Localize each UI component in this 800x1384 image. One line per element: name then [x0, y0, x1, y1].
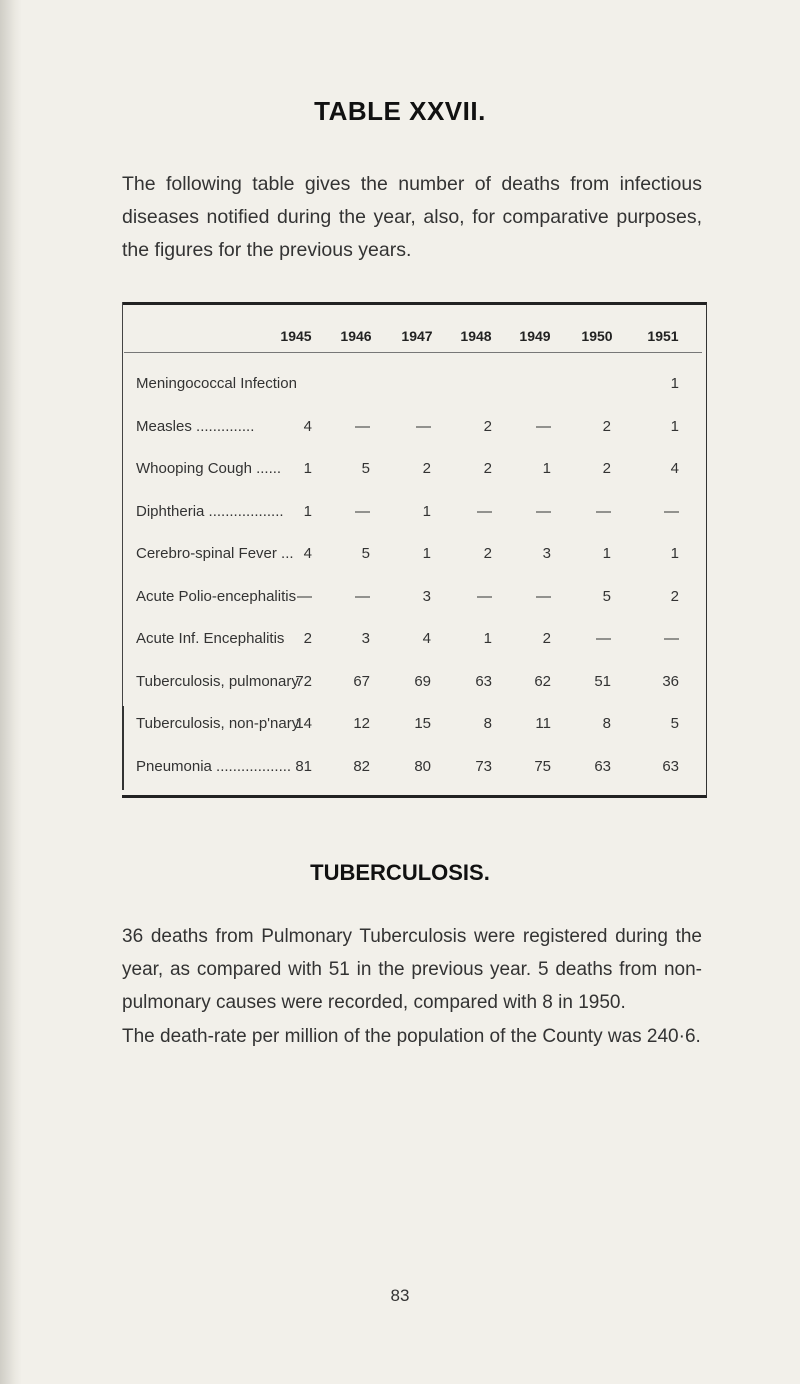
table-cell: 80: [414, 757, 431, 775]
table-cell: 4: [303, 417, 312, 435]
table-cell: —: [416, 417, 431, 435]
year-header-1946: 1946: [340, 328, 372, 344]
table-cell: 1: [670, 375, 679, 392]
table-cell: —: [596, 502, 611, 520]
row-label: Cerebro-spinal Fever ...: [136, 545, 294, 562]
table-cell: 4: [303, 545, 312, 562]
table-cell: 5: [670, 715, 679, 732]
table-cell: 2: [483, 417, 492, 435]
table-cell: —: [664, 630, 679, 647]
table-cell: 82: [353, 757, 370, 775]
table-cell: 69: [414, 672, 431, 690]
tuberculosis-paragraph: 36 deaths from Pulmonary Tuberculosis were registered during the year, as compared with 51 in the previous year. 5 deaths from non-pulmonary causes were recorded, compared with 8 in 1950.: [122, 926, 702, 1013]
intro-paragraph: The following table gives the number of deaths from infectious diseases notified during the year, also, for comparative purposes, the figures for the previous years.: [122, 173, 702, 261]
table-cell: 15: [414, 715, 431, 732]
year-header-1951: 1951: [647, 328, 679, 344]
table-cell: —: [477, 502, 492, 520]
tuberculosis-heading: TUBERCULOSIS.: [310, 860, 490, 885]
table-cell: 2: [542, 630, 551, 647]
table-cell: —: [536, 587, 551, 605]
table-cell: 11: [535, 715, 551, 732]
table-left-rule: [122, 302, 123, 772]
table-cell: 63: [475, 672, 492, 690]
table-cell: 12: [353, 715, 370, 732]
table-cell: —: [596, 630, 611, 647]
page-edge-shadow: [0, 0, 22, 1384]
row-label: Pneumonia ..................: [136, 757, 292, 775]
table-left-rule-lower: [122, 706, 124, 790]
page-number: 83: [390, 1286, 410, 1305]
table-cell: 1: [602, 545, 611, 562]
row-label: Meningococcal Infection: [136, 375, 297, 392]
table-cell: 73: [475, 757, 492, 775]
row-label: Acute Inf. Encephalitis: [136, 630, 285, 647]
table-cell: 2: [483, 545, 492, 562]
year-header-1947: 1947: [401, 328, 433, 344]
year-header-1949: 1949: [519, 328, 551, 344]
table-cell: 2: [303, 630, 312, 647]
table-cell: 5: [361, 460, 370, 477]
table-title: TABLE XXVII.: [314, 96, 486, 126]
year-header-1950: 1950: [581, 328, 613, 344]
table-header-rule: [124, 352, 702, 353]
table-cell: 81: [295, 757, 312, 775]
row-label: Tuberculosis, non-p'nary: [136, 715, 300, 732]
table-cell: 2: [422, 460, 431, 477]
table-cell: 67: [353, 672, 370, 690]
death-rate-paragraph: The death-rate per million of the population of the County was 240·6.: [122, 1026, 701, 1047]
table-cell: 2: [602, 460, 611, 477]
table-cell: 1: [670, 417, 679, 435]
table-cell: 3: [422, 587, 431, 605]
table-cell: 75: [534, 757, 551, 775]
table-cell: 1: [422, 545, 431, 562]
year-header-1948: 1948: [460, 328, 492, 344]
table-cell: 2: [483, 460, 492, 477]
table-cell: 62: [534, 672, 551, 690]
table-cell: 8: [602, 715, 611, 732]
table-cell: 1: [670, 545, 679, 562]
table-cell: 1: [422, 502, 431, 520]
table-cell: —: [355, 587, 370, 605]
table-cell: —: [477, 587, 492, 605]
table-cell: —: [536, 502, 551, 520]
row-label: Measles ..............: [136, 417, 255, 435]
table-cell: 1: [483, 630, 492, 647]
row-label: Tuberculosis, pulmonary: [136, 672, 299, 690]
table-cell: 2: [670, 587, 679, 605]
row-label: Whooping Cough ......: [136, 460, 282, 477]
table-cell: —: [664, 502, 679, 520]
table-cell: 2: [602, 417, 611, 435]
table-cell: —: [355, 417, 370, 435]
table-cell: 3: [361, 630, 370, 647]
table-cell: 63: [594, 757, 611, 775]
table-cell: —: [297, 587, 312, 605]
table-cell: 3: [542, 545, 551, 562]
table-cell: 5: [602, 587, 611, 605]
table-cell: 5: [361, 545, 370, 562]
table-cell: 72: [295, 672, 312, 690]
table-cell: 36: [662, 672, 679, 690]
table-cell: —: [536, 417, 551, 435]
table-cell: 4: [670, 460, 679, 477]
table-cell: 1: [542, 460, 551, 477]
table-cell: 1: [303, 460, 312, 477]
table-cell: 8: [483, 715, 492, 732]
year-header-1945: 1945: [280, 328, 312, 344]
table-cell: 4: [422, 630, 431, 647]
table-cell: 14: [295, 715, 312, 732]
row-label: Diphtheria ..................: [136, 502, 284, 520]
table-cell: 1: [303, 502, 312, 520]
table-cell: 51: [594, 672, 611, 690]
table-cell: 63: [662, 757, 679, 775]
row-label: Acute Polio-encephalitis: [136, 587, 297, 605]
table-cell: —: [355, 502, 370, 520]
